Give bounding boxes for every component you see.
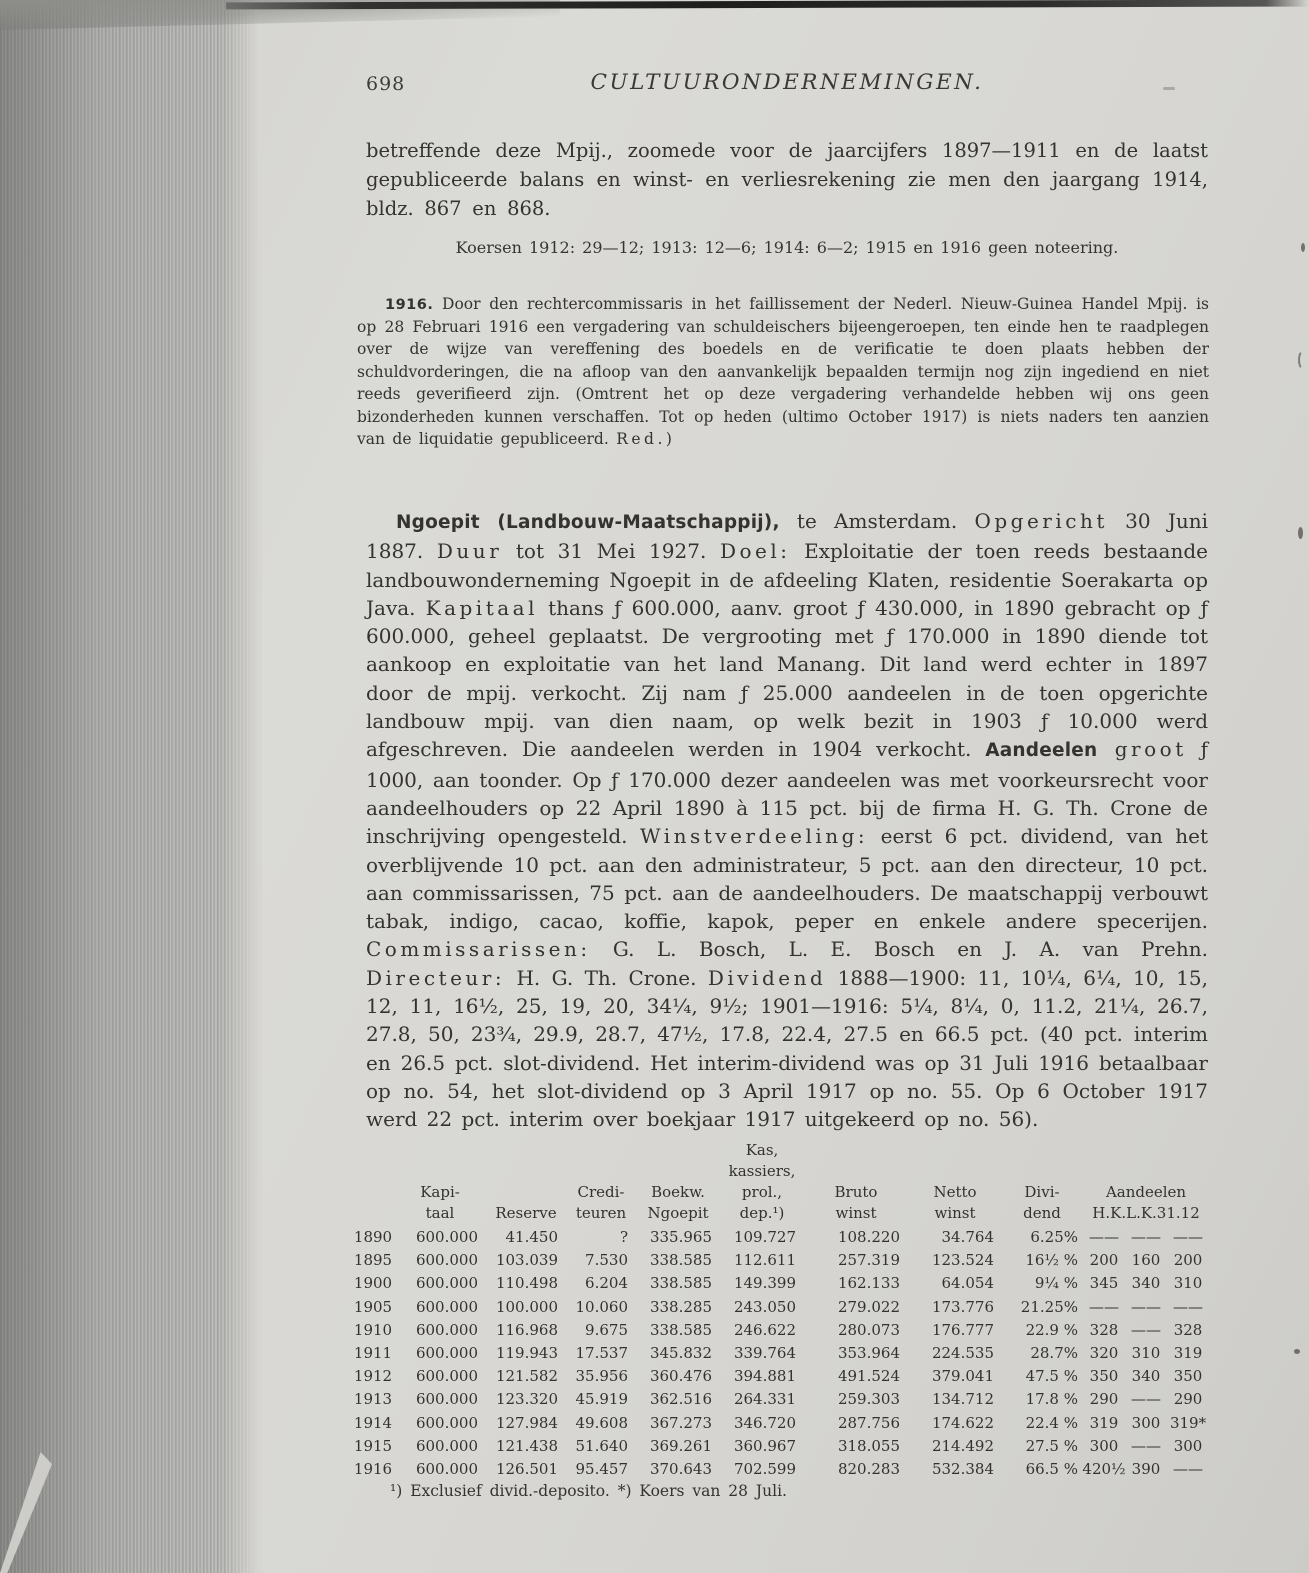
ngoepit-keyword-directeur: Directeur: bbox=[366, 965, 506, 990]
note-1916-red: Red.) bbox=[616, 429, 676, 448]
cell-reserve: 116.968 bbox=[495, 1320, 558, 1339]
cell-dividend: 47.5 % bbox=[1025, 1367, 1078, 1386]
cell-boekwaarde: 338.585 bbox=[649, 1274, 712, 1293]
financial-table-section bbox=[352, 1140, 1208, 1500]
header-bruto-winst: Bruto winst bbox=[834, 1183, 878, 1222]
table-row bbox=[352, 1365, 1210, 1388]
cell-hk: 300 bbox=[1089, 1436, 1119, 1455]
cell-boekwaarde: 335.965 bbox=[649, 1228, 712, 1246]
cell-kapitaal: 600.000 bbox=[415, 1344, 478, 1363]
cell-kapitaal: 600.000 bbox=[415, 1390, 478, 1409]
cell-bruto: 279.022 bbox=[837, 1297, 900, 1316]
ngoepit-text: te Amsterdam. bbox=[779, 509, 975, 533]
cell-kas: 149.399 bbox=[733, 1274, 796, 1293]
cell-year: 1913 bbox=[353, 1390, 393, 1409]
header-kas: Kas, kassiers, prol., dep.¹) bbox=[728, 1141, 796, 1222]
cell-crediteuren: 10.060 bbox=[575, 1297, 628, 1316]
cell-3112: —— bbox=[1173, 1228, 1204, 1246]
cell-bruto: 318.055 bbox=[837, 1436, 900, 1455]
ngoepit-text: tot 31 Mei 1927. bbox=[502, 539, 720, 564]
scan-speck bbox=[1301, 243, 1305, 252]
cell-netto: 214.492 bbox=[931, 1436, 994, 1455]
cell-reserve: 103.039 bbox=[495, 1251, 558, 1270]
financial-table bbox=[352, 1140, 1210, 1481]
cell-hk: 319 bbox=[1089, 1413, 1119, 1432]
cell-kas: 702.599 bbox=[733, 1460, 796, 1479]
scan-speck bbox=[1294, 1349, 1300, 1354]
cell-bruto: 353.964 bbox=[837, 1344, 900, 1363]
ngoepit-keyword-kapitaal: Kapitaal bbox=[425, 595, 538, 620]
ngoepit-keyword-groot: groot bbox=[1097, 737, 1187, 762]
cell-lk: —— bbox=[1131, 1228, 1161, 1246]
cell-3112: 300 bbox=[1173, 1436, 1203, 1455]
table-row bbox=[352, 1412, 1210, 1435]
cell-boekwaarde: 369.261 bbox=[649, 1436, 712, 1455]
cell-kapitaal: 600.000 bbox=[415, 1320, 478, 1339]
cell-kas: 264.331 bbox=[733, 1390, 796, 1409]
cell-netto: 34.764 bbox=[941, 1228, 994, 1246]
header-reserve: Reserve bbox=[495, 1204, 557, 1222]
cell-kapitaal: 600.000 bbox=[415, 1251, 478, 1270]
cell-3112: 350 bbox=[1173, 1367, 1203, 1386]
cell-netto: 173.776 bbox=[931, 1297, 994, 1316]
cell-crediteuren: 35.956 bbox=[575, 1367, 628, 1386]
cell-reserve: 121.438 bbox=[495, 1436, 558, 1455]
table-row bbox=[352, 1272, 1210, 1295]
cell-netto: 224.535 bbox=[931, 1344, 994, 1363]
cell-year: 1910 bbox=[353, 1320, 393, 1339]
cell-reserve: 41.450 bbox=[505, 1228, 558, 1246]
cell-boekwaarde: 345.832 bbox=[649, 1344, 712, 1363]
header-boekwaarde: Boekw. Ngoepit bbox=[647, 1183, 709, 1222]
ngoepit-keyword-doel: Doel: bbox=[719, 539, 791, 564]
cell-kapitaal: 600.000 bbox=[415, 1460, 478, 1479]
cell-hk: 328 bbox=[1089, 1320, 1119, 1339]
cell-reserve: 100.000 bbox=[495, 1297, 558, 1316]
ngoepit-keyword-duur: Duur bbox=[436, 539, 503, 564]
running-header bbox=[366, 70, 1208, 100]
cell-lk: —— bbox=[1131, 1297, 1161, 1316]
cell-year: 1890 bbox=[353, 1228, 393, 1246]
cell-lk: —— bbox=[1131, 1436, 1161, 1455]
cell-3112: 310 bbox=[1173, 1274, 1203, 1293]
cell-reserve: 127.984 bbox=[495, 1413, 558, 1432]
table-row bbox=[352, 1249, 1210, 1272]
cell-bruto: 280.073 bbox=[837, 1320, 900, 1339]
cell-crediteuren: 95.457 bbox=[575, 1460, 628, 1479]
cell-hk: 320 bbox=[1089, 1344, 1119, 1363]
cell-bruto: 491.524 bbox=[837, 1367, 900, 1386]
ngoepit-text: thans ƒ 600.000, aanv. groot ƒ 430.000, in 1890 gebracht op ƒ 600.000, geheel geplaatst. De vergrooting met ƒ 170.000 in 1890 diende tot aankoop en exploitatie van het land Manang. Dit land werd echter in 1897 door de mpij. verkocht. Zij nam ƒ 25.000 aandeelen in de toen opgerichte landbouw mpij. van dien naam, op welk bezit in 1903 ƒ 10.000 werd afgeschreven. Die aandeelen werden in 1904 verkocht. bbox=[366, 595, 1208, 762]
cell-dividend: 6.25% bbox=[1030, 1228, 1078, 1246]
cell-reserve: 121.582 bbox=[495, 1367, 558, 1386]
cell-boekwaarde: 338.585 bbox=[649, 1251, 712, 1270]
running-title: CULTUURONDERNEMINGEN. bbox=[590, 70, 984, 95]
cell-year: 1912 bbox=[353, 1367, 393, 1386]
cell-lk: —— bbox=[1131, 1390, 1161, 1409]
cell-dividend: 22.9 % bbox=[1025, 1320, 1078, 1339]
cell-kapitaal: 600.000 bbox=[415, 1274, 478, 1293]
table-row bbox=[352, 1388, 1210, 1411]
cell-year: 1905 bbox=[353, 1297, 393, 1316]
cell-kas: 109.727 bbox=[733, 1228, 796, 1246]
cell-dividend: 66.5 % bbox=[1025, 1460, 1078, 1479]
header-kapitaal: Kapi- taal bbox=[420, 1183, 460, 1222]
cell-lk: 310 bbox=[1131, 1344, 1161, 1363]
cell-hk: 200 bbox=[1089, 1251, 1119, 1270]
header-year bbox=[352, 1140, 394, 1226]
cell-lk: 390 bbox=[1131, 1460, 1161, 1479]
cell-kas: 246.622 bbox=[733, 1320, 796, 1339]
cell-hk: 290 bbox=[1089, 1390, 1119, 1409]
cell-3112: —— bbox=[1173, 1297, 1204, 1316]
cell-bruto: 259.303 bbox=[837, 1390, 900, 1409]
koersen-line: Koersen 1912: 29—12; 1913: 12—6; 1914: 6—2; 1915 en 1916 geen noteering. bbox=[455, 238, 1119, 257]
cell-kas: 394.881 bbox=[733, 1367, 796, 1386]
cell-dividend: 22.4 % bbox=[1025, 1413, 1078, 1432]
cell-kapitaal: 600.000 bbox=[415, 1228, 478, 1246]
cell-kas: 346.720 bbox=[733, 1413, 796, 1432]
cell-bruto: 162.133 bbox=[837, 1274, 900, 1293]
table-header bbox=[352, 1140, 1210, 1226]
cell-hk: 350 bbox=[1089, 1367, 1119, 1386]
cell-boekwaarde: 360.476 bbox=[649, 1367, 712, 1386]
cell-boekwaarde: 362.516 bbox=[649, 1390, 712, 1409]
cell-kapitaal: 600.000 bbox=[415, 1367, 478, 1386]
ngoepit-keyword-opgericht: Opgericht bbox=[974, 509, 1108, 533]
cell-3112: 319 bbox=[1173, 1344, 1203, 1363]
cell-crediteuren: ? bbox=[619, 1228, 628, 1246]
cell-reserve: 110.498 bbox=[495, 1274, 558, 1293]
cell-3112: 328 bbox=[1173, 1320, 1203, 1339]
ngoepit-keyword-commissarissen: Commissarissen: bbox=[366, 937, 591, 962]
header-dividend: Divi- dend bbox=[1023, 1183, 1061, 1222]
cell-dividend: 27.5 % bbox=[1025, 1436, 1078, 1455]
cell-kas: 112.611 bbox=[733, 1251, 796, 1270]
cell-lk: 340 bbox=[1131, 1274, 1161, 1293]
note-1916-body: Door den rechtercommissaris in het faillissement der Nederl. Nieuw-Guinea Handel Mpij. is op 28 Februari 1916 een vergadering van schuldeischers bijeengeroepen, ten einde hen te raadplegen over de wijze van vereffening des boedels en de verificatie te doen plaats hebben der schuldvorderingen, die na afloop van den aanvankelijk bepaalden termijn nog zijn ingediend en niet reeds geverifieerd zijn. (Omtrent het op deze vergadering verhandelde hebben wij ons geen bizonderheden kunnen verschaffen. Tot op heden (ultimo October 1917) is niets naders ten aanzien van de liquidatie gepubliceerd. bbox=[357, 294, 1209, 448]
cell-dividend: 28.7% bbox=[1030, 1344, 1078, 1363]
ngoepit-text: 30 Juni 1887. bbox=[366, 509, 1208, 564]
cell-year: 1915 bbox=[353, 1436, 393, 1455]
cell-hk: —— bbox=[1089, 1297, 1119, 1316]
cell-crediteuren: 51.640 bbox=[575, 1436, 628, 1455]
cell-bruto: 820.283 bbox=[837, 1460, 900, 1479]
cell-netto: 134.712 bbox=[931, 1390, 994, 1409]
cell-boekwaarde: 338.585 bbox=[649, 1320, 712, 1339]
cell-year: 1895 bbox=[353, 1251, 393, 1270]
cell-year: 1900 bbox=[353, 1274, 393, 1293]
cell-crediteuren: 7.530 bbox=[585, 1251, 628, 1270]
cell-netto: 176.777 bbox=[931, 1320, 994, 1339]
cell-netto: 174.622 bbox=[931, 1413, 994, 1432]
cell-bruto: 287.756 bbox=[837, 1413, 900, 1432]
cell-kapitaal: 600.000 bbox=[415, 1436, 478, 1455]
cell-netto: 64.054 bbox=[941, 1274, 994, 1293]
cell-hk: 345 bbox=[1089, 1274, 1119, 1293]
ngoepit-text: G. L. Bosch, L. E. Bosch en J. A. van Prehn. bbox=[590, 937, 1208, 962]
ngoepit-keyword-winstverdeeling: Winstverdeeling: bbox=[639, 824, 869, 849]
cell-3112: —— bbox=[1173, 1460, 1204, 1479]
book-top-edge-line bbox=[226, 0, 1309, 9]
cell-bruto: 108.220 bbox=[837, 1228, 900, 1246]
table-row bbox=[352, 1319, 1210, 1342]
table-row bbox=[352, 1296, 1210, 1319]
intro-paragraph: betreffende deze Mpij., zoomede voor de jaarcijfers 1897—1911 en de laatst gepubliceerde balans en winst- en verliesrekening zie men den jaargang 1914, bldz. 867 en 868. bbox=[366, 138, 1208, 220]
table-row bbox=[352, 1435, 1210, 1458]
ngoepit-keyword-aandeelen: Aandeelen bbox=[985, 740, 1098, 762]
ngoepit-text: H. G. Th. Crone. bbox=[505, 965, 708, 990]
cell-crediteuren: 9.675 bbox=[585, 1320, 628, 1339]
cell-bruto: 257.319 bbox=[837, 1251, 900, 1270]
cell-3112: 319* bbox=[1169, 1413, 1207, 1432]
cell-lk: —— bbox=[1131, 1320, 1161, 1339]
cell-reserve: 126.501 bbox=[495, 1460, 558, 1479]
cell-kapitaal: 600.000 bbox=[415, 1413, 478, 1432]
cell-dividend: 21.25% bbox=[1020, 1297, 1078, 1316]
cell-crediteuren: 49.608 bbox=[575, 1413, 628, 1432]
note-1916-paragraph bbox=[357, 293, 1209, 451]
table-footnote: ¹) Exclusief divid.-deposito. *) Koers van 28 Juli. bbox=[390, 1482, 787, 1501]
cell-kas: 339.764 bbox=[733, 1344, 796, 1363]
cell-crediteuren: 6.204 bbox=[585, 1274, 628, 1293]
cell-3112: 290 bbox=[1173, 1390, 1203, 1409]
header-crediteuren: Credi- teuren bbox=[575, 1183, 627, 1222]
cell-kas: 243.050 bbox=[733, 1297, 796, 1316]
header-netto-winst: Netto winst bbox=[933, 1183, 977, 1222]
note-1916-lead: 1916. bbox=[385, 296, 434, 313]
ngoepit-keyword-dividend: Dividend bbox=[707, 965, 827, 990]
ngoepit-text: Exploitatie der toen reeds bestaande landbouwonderneming Ngoepit in de afdeeling Klaten, residentie Soerakarta op Java. bbox=[366, 539, 1208, 620]
cell-kas: 360.967 bbox=[733, 1436, 796, 1455]
cell-dividend: 17.8 % bbox=[1025, 1390, 1078, 1409]
cell-hk: —— bbox=[1089, 1228, 1119, 1246]
ngoepit-text: eerst 6 pct. dividend, van het overblijvende 10 pct. aan den administrateur, 5 pct. aan den directeur, 10 pct. aan commissarissen, 75 pct. aan de aandeelhouders. De maatschappij verbouwt tabak, indigo, cacao, koffie, kapok, peper en enkele andere specerijen. bbox=[366, 824, 1208, 934]
cell-lk: 160 bbox=[1131, 1251, 1161, 1270]
ngoepit-text: 1888—1900: 11, 10¼, 6¼, 10, 15, 12, 11, 16½, 25, 19, 20, 34¼, 9½; 1901—1916: 5¼, 8¼, 0, 11.2, 21¼, 26.7, 27.8, 50, 23¾, 29.9, 28.7, 47½, 17.8, 22.4, 27.5 en 66.5 pct. (40 pct. interim en 26.5 pct. slot-dividend. Het interim-dividend was op 31 Juli 1916 betaalbaar op no. 54, het slot-dividend op 3 April 1917 op no. 55. Op 6 October 1917 werd 22 pct. interim over boekjaar 1917 uitgekeerd op no. 56). bbox=[366, 965, 1208, 1132]
header-aandeelen: Aandeelen H.K.L.K.31.12 bbox=[1092, 1183, 1200, 1222]
book-page-edges bbox=[0, 0, 262, 1573]
cell-boekwaarde: 367.273 bbox=[649, 1413, 712, 1432]
cell-lk: 300 bbox=[1131, 1413, 1161, 1432]
scan-speck bbox=[1298, 350, 1309, 370]
cell-crediteuren: 17.537 bbox=[575, 1344, 628, 1363]
cell-reserve: 119.943 bbox=[495, 1344, 558, 1363]
cell-year: 1911 bbox=[353, 1344, 393, 1363]
cell-year: 1914 bbox=[353, 1413, 393, 1432]
cell-kapitaal: 600.000 bbox=[415, 1297, 478, 1316]
ngoepit-text: ƒ 1000, aan toonder. Op ƒ 170.000 dezer aandeelen was met voorkeursrecht voor aandeelhouders op 22 April 1890 à 115 pct. bij de firma H. G. Th. Crone de inschrijving opengesteld. bbox=[366, 737, 1208, 849]
page-number: 698 bbox=[366, 73, 406, 95]
cell-boekwaarde: 370.643 bbox=[649, 1460, 712, 1479]
cell-netto: 379.041 bbox=[931, 1367, 994, 1386]
cell-hk: 420½ bbox=[1082, 1460, 1126, 1479]
cell-crediteuren: 45.919 bbox=[575, 1390, 628, 1409]
table-body bbox=[352, 1226, 1210, 1481]
table-row bbox=[352, 1342, 1210, 1365]
cell-reserve: 123.320 bbox=[495, 1390, 558, 1409]
cell-lk: 340 bbox=[1131, 1367, 1161, 1386]
table-row bbox=[352, 1458, 1210, 1481]
cell-boekwaarde: 338.285 bbox=[649, 1297, 712, 1316]
cell-dividend: 16½ % bbox=[1025, 1251, 1078, 1270]
cell-netto: 123.524 bbox=[931, 1251, 994, 1270]
scan-speck bbox=[1298, 527, 1303, 539]
ngoepit-paragraph bbox=[366, 507, 1208, 1134]
cell-3112: 200 bbox=[1173, 1251, 1203, 1270]
cell-netto: 532.384 bbox=[931, 1460, 994, 1479]
table-row bbox=[352, 1226, 1210, 1249]
cell-dividend: 9¼ % bbox=[1034, 1274, 1078, 1293]
cell-year: 1916 bbox=[353, 1460, 393, 1479]
company-name: Ngoepit (Landbouw-Maatschappij), bbox=[396, 512, 780, 533]
